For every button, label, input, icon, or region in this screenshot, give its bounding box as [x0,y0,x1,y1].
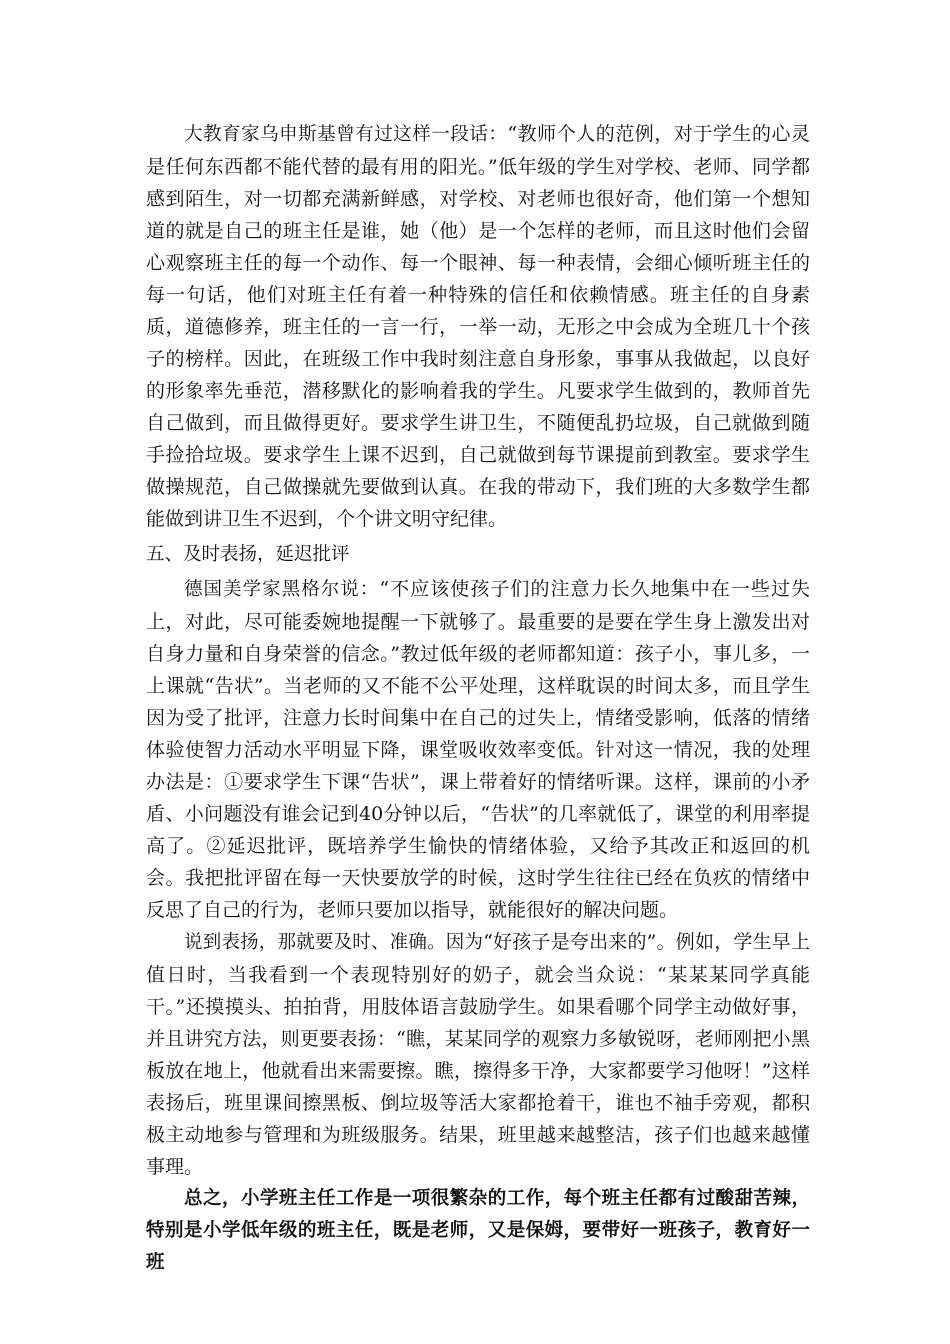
paragraph-text: “不应该使孩子们的注意力长久地集中在一些过失上，对此，尽可能委婉地提醒一下就够了。最重要的是要在学生身上激发出对自身力量和自身荣誉的信念。”教过低年级的老师都知道：孩子小，事儿多，一上课就“告状”。当老师的又不能不公平处理，这样耽误的时间太多，而且学生因为受了批评，注意力长时间集中在自己的过失上，情绪受影响，低落的情绪体验使智力活动水平明显下降，课堂吸收效率变低。针对这一情况，我的处理办法是：①要求学生下课“告状”，课上带着好的情绪听课。这样，课前的小矛盾、小问题没有谁会记到40分钟以后，“告状”的几率就低了，课堂的利用率提高了。②延迟批评，既培养学生愉快的情绪体验，又给予其改正和返回的机会。我把批评留在每一天快要放学的时候，这时学生往往已经在负疚的情绪中反思了自己的行为，老师只要加以指导，就能很好的解决问题。 [146,578,810,921]
paragraph-conclusion: 总之，小学班主任工作是一项很繁杂的工作，每个班主任都有过酸甜苦辣，特别是小学低年级的班主任，既是老师，又是保姆，要带好一班孩子，教育好一班 [146,1188,810,1273]
paragraph-praise [146,926,810,1183]
paragraph-lead: 大教育家乌申斯基曾有过这样一段话： [184,124,508,145]
paragraph-lead: 说到表扬，那就要及时、准确。因为 [184,932,484,953]
paragraph-text: “好孩子是夸出来的”。例如，学生早上值日时，当我看到一个表现特别好的奶子，就会当众说：“某某某同学真能干。”还摸摸头、拍拍背，用肢体语言鼓励学生。如果看哪个同学主动做好事，并且讲究方法，则更要表扬：“瞧，某某同学的观察力多敏锐呀，老师刚把小黑板放在地上，他就看出来需要擦。瞧，擦得多干净，大家都要学习他呀！”这样表扬后，班里课间擦黑板、倒垃圾等活大家都抢着干，谁也不袖手旁观，都积极主动地参与管理和为班级服务。结果，班里越来越整洁，孩子们也越来越懂事理。 [146,931,810,1178]
paragraph-text: “教师个人的范例，对于学生的心灵是任何东西都不能代替的最有用的阳光。”低年级的学生对学校、老师、同学都感到陌生，对一切都充满新鲜感，对学校、对老师也很好奇，他们第一个想知道的就是自己的班主任是谁，她（他）是一个怎样的老师，而且这时他们会留心观察班主任的每一个动作、每一个眼神、每一种表情，会细心倾听班主任的每一句话，他们对班主任有着一种特殊的信任和依赖情感。班主任的自身素质，道德修养，班主任的一言一行，一举一动，无形之中会成为全班几十个孩子的榜样。因此，在班级工作中我时刻注意自身形象，事事从我做起，以良好的形象率先垂范，潜移默化的影响着我的学生。凡要求学生做到的，教师首先自己做到，而且做得更好。要求学生讲卫生，不随便乱扔垃圾，自己就做到随手捡拾垃圾。要求学生上课不迟到，自己就做到每节课提前到教室。要求学生做操规范，自己做操就先要做到认真。在我的带动下，我们班的大多数学生都能做到讲卫生不迟到，个个讲文明守纪律。 [146,123,810,530]
paragraph-hegel [146,573,810,926]
section-heading-5: 五、及时表扬，延迟批评 [146,544,350,565]
paragraph-role-model [146,118,810,535]
paragraph-lead: 德国美学家黑格尔说： [184,579,380,600]
document-body [146,118,810,1279]
